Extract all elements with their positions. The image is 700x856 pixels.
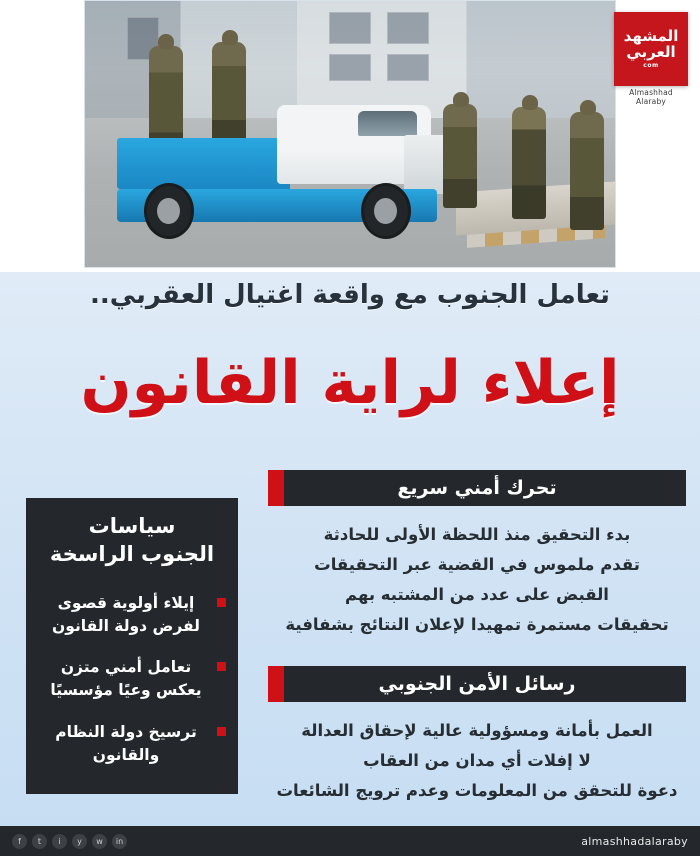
section-title: رسائل الأمن الجنوبي [378, 672, 576, 695]
truck-wheel [361, 183, 411, 239]
footer-bar [0, 826, 700, 856]
truck-window [358, 111, 416, 136]
policies-title-line-2: الجنوب الراسخة [49, 542, 215, 567]
photo-soldier [512, 107, 546, 219]
hero-photo-area [0, 0, 700, 272]
list-item [38, 583, 226, 648]
almashhad-alaraby-logo [614, 12, 688, 86]
list-item-label: تعامل أمني متزن يعكس وعيًا مؤسسيًا [50, 658, 202, 700]
page-title: إعلاء لراية القانون [80, 348, 620, 418]
list-item: لا إفلات أي مدان من العقاب [363, 750, 591, 770]
policies-box [26, 498, 238, 794]
accent-tab [268, 470, 284, 506]
truck-wheel [144, 183, 194, 239]
truck-bed [117, 138, 291, 189]
list-item: تقدم ملموس في القضية عبر التحقيقات [314, 554, 640, 574]
twitter-icon[interactable]: t [32, 834, 47, 849]
policies-list [38, 583, 226, 777]
list-item: دعوة للتحقق من المعلومات وعدم ترويج الشائعات [276, 780, 678, 800]
photo-window [329, 54, 371, 81]
policies-title [38, 512, 226, 569]
photo-soldier [570, 112, 604, 230]
section-header-southern-security-messages [268, 666, 686, 702]
list-item: تحقيقات مستمرة تمهيدا لإعلان النتائج بشفافية [285, 614, 669, 634]
section-header-security-action [268, 470, 686, 506]
section-list-southern-security-messages [268, 716, 686, 806]
photo-soldier [443, 104, 477, 208]
list-item: العمل بأمانة ومسؤولية عالية لإحقاق العدالة [301, 720, 653, 740]
photo-window [387, 12, 429, 44]
photo-window [329, 12, 371, 44]
armed-men-pickup-truck-photo [84, 0, 616, 268]
bullet-square-icon [217, 727, 226, 736]
bullet-square-icon [217, 598, 226, 607]
instagram-icon[interactable]: i [52, 834, 67, 849]
accent-tab [268, 666, 284, 702]
headline: تعامل الجنوب مع واقعة اغتيال العقربي.. [90, 280, 610, 310]
logo-caption: Almashhad Alaraby [629, 88, 673, 106]
list-item-label: إيلاء أولوية قصوى لفرض دولة القانون [52, 593, 200, 635]
bullet-square-icon [217, 662, 226, 671]
list-item [38, 712, 226, 777]
whatsapp-icon[interactable]: w [92, 834, 107, 849]
list-item-label: ترسيخ دولة النظام والقانون [55, 722, 197, 764]
list-item [38, 647, 226, 712]
logo-line-2: العربي [626, 42, 676, 61]
logo-line-3: com [643, 61, 659, 69]
photo-pickup-truck [117, 102, 451, 230]
list-item: بدء التحقيق منذ اللحظة الأولى للحادثة [323, 525, 631, 544]
facebook-icon[interactable]: f [12, 834, 27, 849]
social-icons [12, 834, 127, 849]
logo-line-1: المشهد [623, 27, 679, 46]
section-title: تحرك أمني سريع [397, 477, 557, 499]
youtube-icon[interactable]: y [72, 834, 87, 849]
footer-site-name: almashhadalaraby [581, 834, 688, 848]
list-item: القبض على عدد من المشتبه بهم [345, 584, 609, 604]
policies-title-line-1: سياسات [88, 514, 176, 538]
photo-window [387, 54, 429, 81]
linkedin-icon[interactable]: in [112, 834, 127, 849]
section-list-security-action [268, 520, 686, 640]
sections-column [268, 470, 686, 805]
